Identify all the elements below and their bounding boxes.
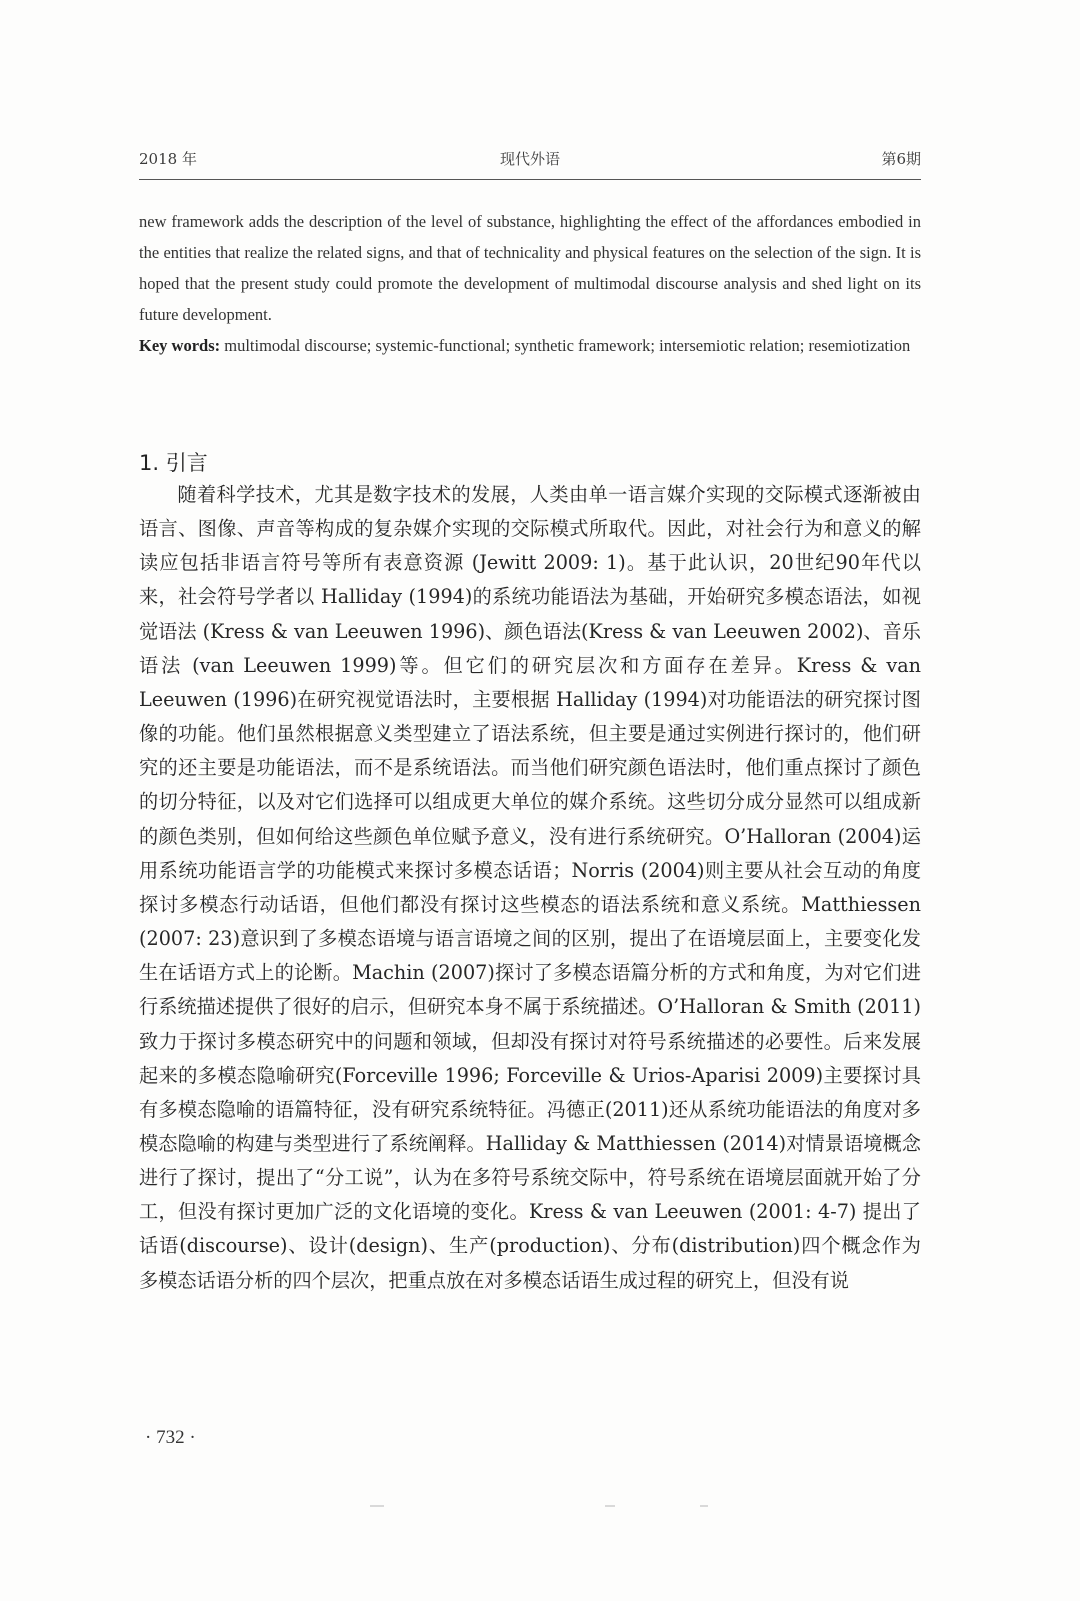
keywords-label: Key words: bbox=[139, 336, 221, 355]
running-head-year: 2018 年 bbox=[139, 150, 197, 168]
body-text bbox=[139, 478, 921, 1298]
section-heading-introduction: 1. 引言 bbox=[139, 451, 208, 475]
scan-artifact bbox=[700, 1505, 708, 1507]
page-number: · 732 · bbox=[145, 1427, 196, 1448]
body-paragraph: 随着科学技术，尤其是数字技术的发展，人类由单一语言媒介实现的交际模式逐渐被由语言、图像、声音等构成的复杂媒介实现的交际模式所取代。因此，对社会行为和意义的解读应包括非语言符号等所有表意资源 (Jewitt 2009: 1)。基于此认识，20世纪90年代以来，社会符号学者以 Halliday (1994)的系统功能语法为基础，开始研究多模态语法，如视觉语法 (Kress & van Leeuwen 1996)、颜色语法(Kress & van Leeuwen 2002)、音乐语法 (van Leeuwen 1999)等。但它们的研究层次和方面存在差异。Kress & van Leeuwen (1996)在研究视觉语法时，主要根据 Halliday (1994)对功能语法的研究探讨图像的功能。他们虽然根据意义类型建立了语法系统，但主要是通过实例进行探讨的，他们研究的还主要是功能语法，而不是系统语法。而当他们研究颜色语法时，他们重点探讨了颜色的切分特征，以及对它们选择可以组成更大单位的媒介系统。这些切分成分显然可以组成新的颜色类别，但如何给这些颜色单位赋予意义，没有进行系统研究。O’Halloran (2004)运用系统功能语言学的功能模式来探讨多模态话语；Norris (2004)则主要从社会互动的角度探讨多模态行动话语，但他们都没有探讨这些模态的语法系统和意义系统。Matthiessen (2007: 23)意识到了多模态语境与语言语境之间的区别，提出了在语境层面上，主要变化发生在话语方式上的论断。Machin (2007)探讨了多模态语篇分析的方式和角度，为对它们进行系统描述提供了很好的启示，但研究本身不属于系统描述。O’Halloran & Smith (2011)致力于探讨多模态研究中的问题和领域，但却没有探讨对符号系统描述的必要性。后来发展起来的多模态隐喻研究(Forceville 1996; Forceville & Urios-Aparisi 2009)主要探讨具有多模态隐喻的语篇特征，没有研究系统特征。冯德正(2011)还从系统功能语法的角度对多模态隐喻的构建与类型进行了系统阐释。Halliday & Matthiessen (2014)对情景语境概念进行了探讨，提出了“分工说”，认为在多符号系统交际中，符号系统在语境层面就开始了分工，但没有探讨更加广泛的文化语境的变化。Kress & van Leeuwen (2001: 4-7) 提出了话语(discourse)、设计(design)、生产(production)、分布(distribution)四个概念作为多模态话语分析的四个层次，把重点放在对多模态话语生成过程的研究上，但没有说 bbox=[139, 483, 921, 1292]
keywords bbox=[139, 330, 921, 361]
running-head bbox=[139, 148, 921, 172]
keywords-list: multimodal discourse; systemic-functional; synthetic framework; intersemiotic relation; resemiotization bbox=[220, 336, 911, 355]
running-head-issue: 第6期 bbox=[881, 150, 921, 168]
scan-artifact bbox=[605, 1505, 615, 1507]
abstract-text: new framework adds the description of the level of substance, highlighting the effect of the affordances embodied in the entities that realize the related signs, and that of technicality and physical features on the selection of the sign. It is hoped that the present study could promote the development of multimodal discourse analysis and shed light on its future development. bbox=[139, 212, 921, 324]
scan-artifact bbox=[370, 1505, 384, 1507]
running-head-journal-title: 现代外语 bbox=[499, 150, 560, 168]
header-rule bbox=[139, 179, 921, 180]
english-abstract bbox=[139, 206, 921, 361]
